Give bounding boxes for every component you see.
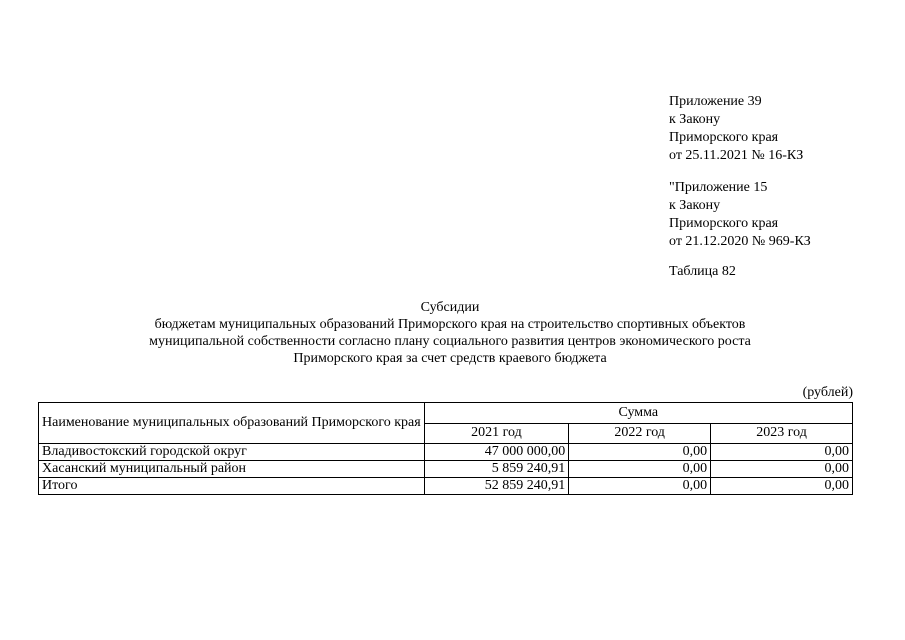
annex-line: к Закону bbox=[669, 198, 721, 213]
row-value-2021: 5 859 240,91 bbox=[424, 461, 569, 478]
total-label: Итого bbox=[39, 478, 425, 495]
header-sum: Сумма bbox=[424, 403, 852, 424]
annex-line: Приморского края bbox=[669, 216, 779, 231]
title-line: Субсидии bbox=[420, 300, 480, 315]
table-row bbox=[39, 461, 853, 478]
header-municipality: Наименование муниципальных образований Приморского края bbox=[39, 403, 425, 444]
row-value-2023: 0,00 bbox=[711, 444, 853, 461]
document-title bbox=[60, 299, 840, 367]
subsidies-table bbox=[38, 402, 853, 495]
title-line: муниципальной собственности согласно плану социального развития центров экономического роста bbox=[149, 334, 751, 349]
annex-line: к Закону bbox=[669, 112, 721, 127]
header-year-2021: 2021 год bbox=[424, 423, 569, 444]
total-value-2021: 52 859 240,91 bbox=[424, 478, 569, 495]
row-value-2021: 47 000 000,00 bbox=[424, 444, 569, 461]
row-value-2022: 0,00 bbox=[569, 444, 711, 461]
title-line: Приморского края за счет средств краевого бюджета bbox=[293, 351, 607, 366]
total-row bbox=[39, 478, 853, 495]
row-value-2023: 0,00 bbox=[711, 461, 853, 478]
total-value-2022: 0,00 bbox=[569, 478, 711, 495]
annex-line: от 25.11.2021 № 16-КЗ bbox=[669, 148, 804, 163]
row-value-2022: 0,00 bbox=[569, 461, 711, 478]
annex-line: Приложение 39 bbox=[669, 94, 762, 109]
annex-line: "Приложение 15 bbox=[669, 180, 768, 195]
table-row bbox=[39, 444, 853, 461]
row-name: Хасанский муниципальный район bbox=[39, 461, 425, 478]
header-year-2023: 2023 год bbox=[711, 423, 853, 444]
annex-line: от 21.12.2020 № 969-КЗ bbox=[669, 234, 811, 249]
annex-line: Приморского края bbox=[669, 130, 779, 145]
header-year-2022: 2022 год bbox=[569, 423, 711, 444]
annex-reference-1 bbox=[669, 93, 803, 165]
units-label: (рублей) bbox=[802, 385, 853, 400]
title-line: бюджетам муниципальных образований Приморского края на строительство спортивных объектов bbox=[154, 317, 746, 332]
total-value-2023: 0,00 bbox=[711, 478, 853, 495]
table-number: Таблица 82 bbox=[669, 264, 736, 279]
row-name: Владивостокский городской округ bbox=[39, 444, 425, 461]
annex-reference-2 bbox=[669, 179, 811, 251]
